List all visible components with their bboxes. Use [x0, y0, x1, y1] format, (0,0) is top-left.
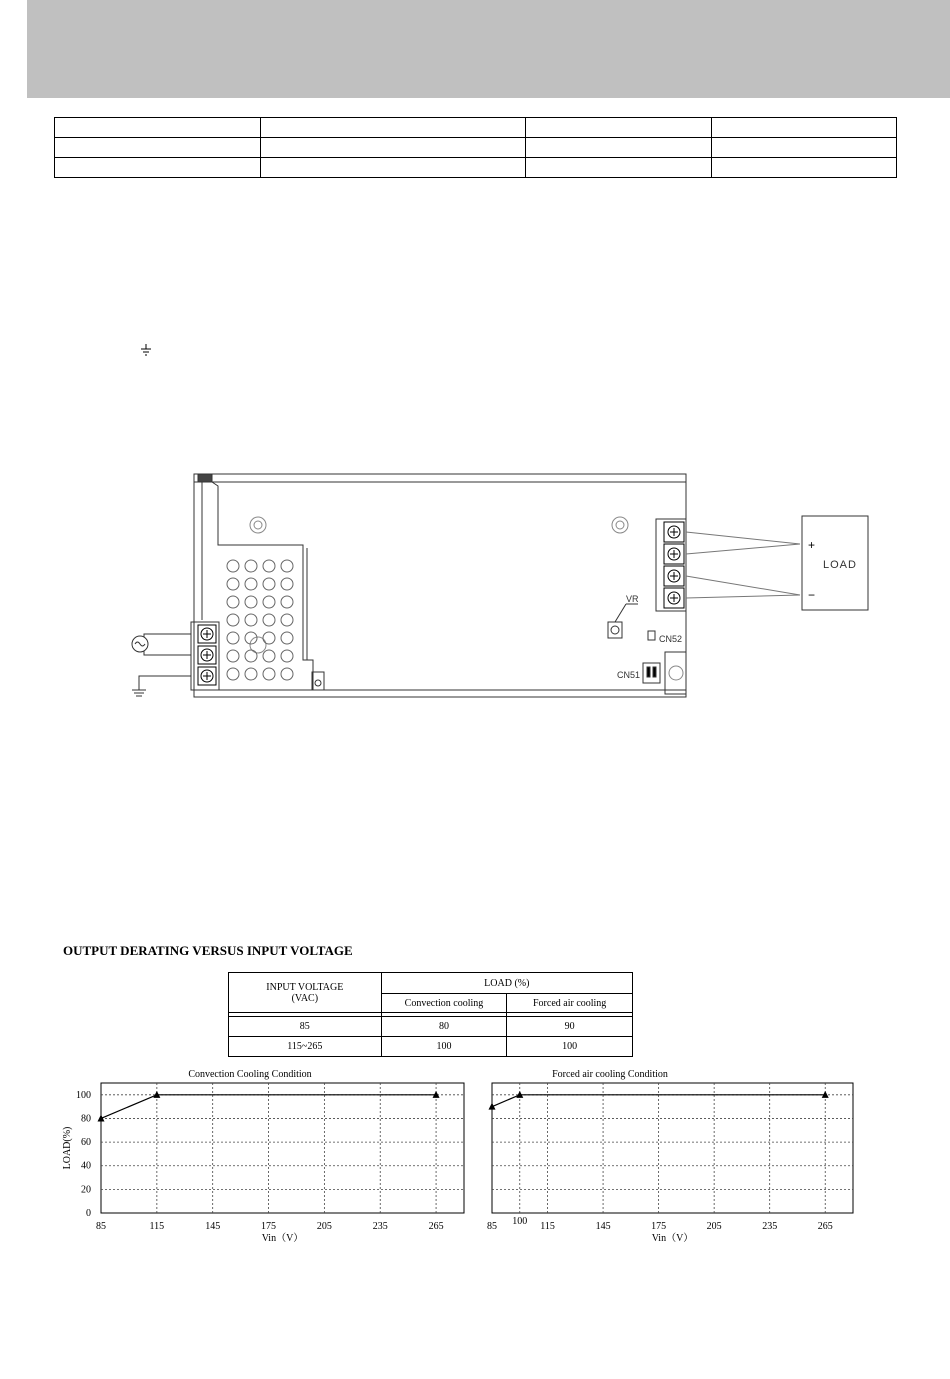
data-point — [516, 1091, 523, 1098]
x-tick-label: 145 — [595, 1221, 611, 1232]
load-header: LOAD (%) — [381, 973, 632, 994]
input-terminal-block — [191, 622, 219, 690]
y-tick-label: 0 — [86, 1208, 91, 1219]
series-line — [492, 1095, 825, 1107]
x-axis-label: Vin（V） — [261, 1233, 304, 1244]
load-minus-label: − — [808, 588, 816, 602]
forced-header: Forced air cooling — [507, 994, 633, 1013]
y-tick-label: 80 — [81, 1113, 91, 1125]
output-terminal-block — [656, 519, 686, 611]
load-plus-label: + — [808, 538, 816, 552]
x-tick-label: 100 — [512, 1216, 528, 1227]
x-tick-label: 175 — [651, 1221, 667, 1232]
data-point — [153, 1091, 160, 1098]
x-tick-label: 235 — [762, 1221, 778, 1232]
derating-section-title: OUTPUT DERATING VERSUS INPUT VOLTAGE — [63, 943, 353, 958]
table-row: 115~265 100 100 — [229, 1037, 633, 1057]
x-tick-label: 235 — [372, 1221, 388, 1232]
chart-title: Convection Cooling Condition — [188, 1069, 312, 1080]
cn52-label: CN52 — [659, 634, 683, 644]
data-point — [489, 1103, 496, 1110]
convection-header: Convection cooling — [381, 994, 507, 1013]
psu-chassis — [194, 474, 686, 697]
y-axis-label: LOAD(%) — [62, 1126, 73, 1170]
y-tick-label: 100 — [76, 1089, 91, 1101]
x-tick-label: 145 — [205, 1221, 221, 1232]
table-row: 85 80 90 — [229, 1017, 633, 1037]
data-point — [98, 1114, 105, 1121]
x-tick-label: 85 — [96, 1221, 106, 1232]
x-axis-label: Vin（V） — [651, 1233, 694, 1244]
x-tick-label: 205 — [316, 1221, 332, 1232]
series-line — [101, 1095, 436, 1119]
plot-frame — [101, 1083, 464, 1213]
cn52-connector — [648, 631, 655, 640]
x-tick-label: 85 — [487, 1221, 497, 1232]
vr-label: VR — [626, 594, 639, 604]
y-tick-label: 20 — [81, 1184, 91, 1196]
x-tick-label: 265 — [817, 1221, 833, 1232]
x-tick-label: 115 — [149, 1221, 165, 1232]
x-tick-label: 265 — [428, 1221, 444, 1232]
plot-frame — [492, 1083, 853, 1213]
x-tick-label: 115 — [540, 1221, 555, 1232]
chart-title: Forced air cooling Condition — [552, 1069, 668, 1080]
cn51-connector — [643, 663, 660, 683]
x-tick-label: 175 — [261, 1221, 277, 1232]
forced-air-chart — [487, 1069, 853, 1244]
vent-grid — [227, 560, 293, 680]
x-tick-label: 205 — [706, 1221, 722, 1232]
cn51-label: CN51 — [617, 670, 641, 680]
input-voltage-header: INPUT VOLTAGE (VAC) — [229, 973, 382, 1013]
load-label: LOAD — [823, 559, 857, 571]
derating-table — [228, 972, 633, 1057]
data-point — [822, 1091, 829, 1098]
data-point — [433, 1091, 440, 1098]
vr-potentiometer — [608, 622, 622, 638]
y-tick-label: 40 — [81, 1160, 91, 1172]
y-tick-label: 60 — [81, 1137, 91, 1149]
convection-chart — [62, 1069, 464, 1244]
